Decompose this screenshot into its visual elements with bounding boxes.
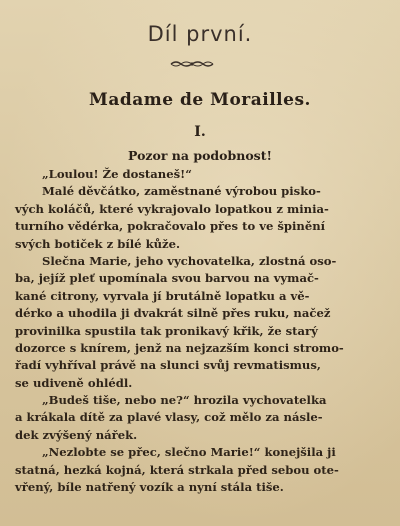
text-line: dek zvýšený nářek. (15, 427, 138, 442)
text-line: ba, jejíž pleť upomínala svou barvou na vymač- (15, 271, 319, 286)
text-line: „Loulou! Že dostaneš!“ (42, 167, 192, 181)
text-line: a krákala dítě za plavé vlasy, což mělo za násle- (15, 410, 323, 425)
text-line: dérko a uhodila ji dvakrát silně přes ruku, načež (15, 306, 331, 321)
part-title: Díl první. (147, 22, 253, 46)
text-line: Slečna Marie, jeho vychovatelka, zlostná oso- (42, 253, 337, 268)
section-title: Pozor na podobnost! (128, 148, 272, 163)
ornament-divider (170, 59, 214, 69)
text-line: „Nezlobte se přec, slečno Marie!“ konejšila ji (42, 445, 336, 460)
text-line: Malé děvčátko, zaměstnané výrobou pisko- (42, 184, 321, 199)
text-line: svých botiček z bílé kůže. (15, 236, 181, 251)
text-line: vřený, bíle natřený vozík a nyní stála tiše. (15, 480, 284, 495)
text-line: „Budeš tiše, nebo ne?“ hrozila vychovatelka (42, 393, 327, 408)
text-line: provinilka spustila tak pronikavý křik, že starý (15, 323, 318, 338)
text-line: dozorce s knírem, jenž na nejzazším konci stromo- (15, 340, 344, 355)
body-text (15, 166, 380, 496)
text-line: kané citrony, vyrvala jí brutálně lopatku a vě- (15, 288, 310, 303)
chapter-title: Madame de Morailles. (89, 90, 311, 110)
text-line: vých koláčů, které vykrajovalo lopatkou z minia- (15, 201, 329, 216)
text-line: řadí vyhříval právě na slunci svůj revmatismus, (15, 358, 321, 373)
text-line: turního vědérka, pokračovalo přes to ve špinění (15, 219, 326, 234)
section-number: I. (194, 124, 206, 140)
text-line: statná, hezká kojná, která strkala před sebou ote- (15, 462, 339, 477)
text-line: se udiveně ohlédl. (15, 375, 133, 390)
